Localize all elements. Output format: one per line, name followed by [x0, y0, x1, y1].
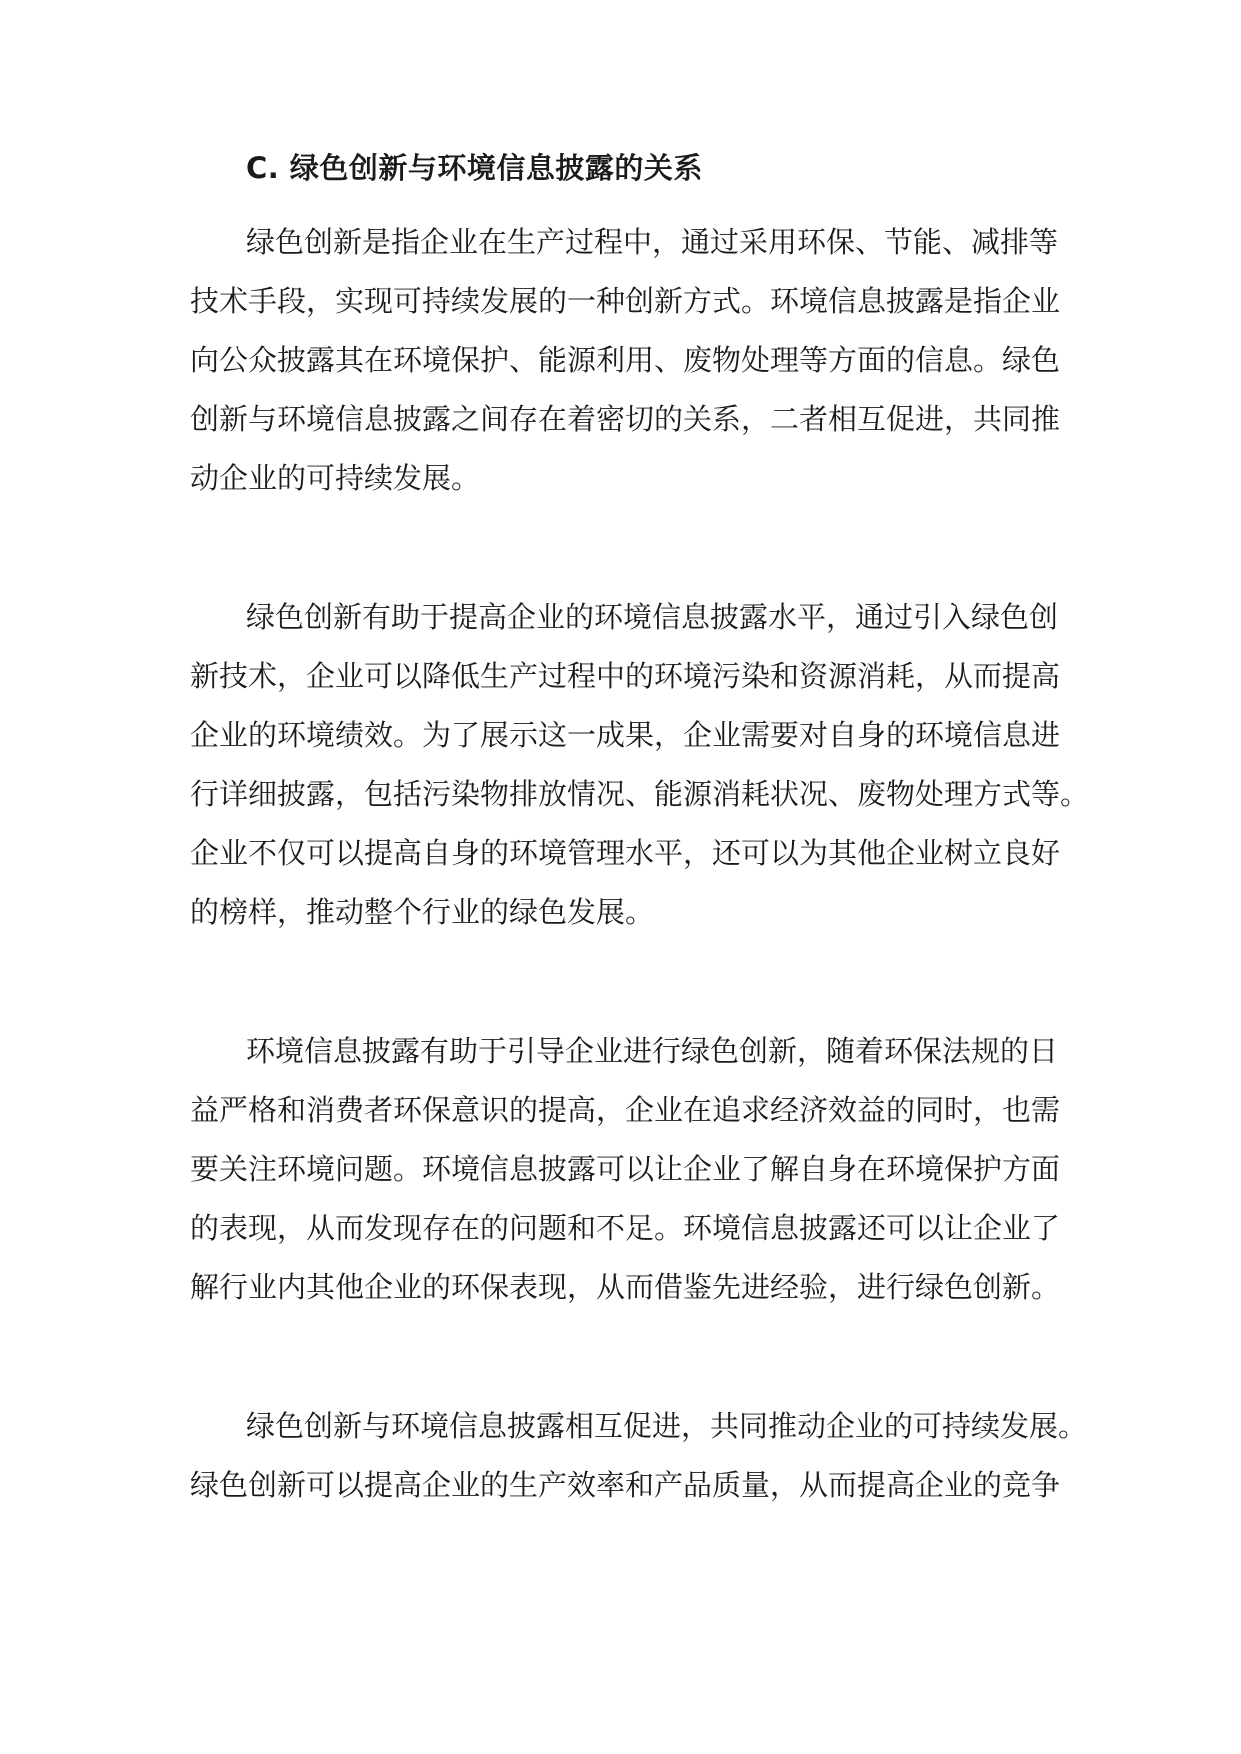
- paragraph-2-line-3: 企业的环境绩效。为了展示这一成果，企业需要对自身的环境信息进: [190, 718, 1061, 752]
- paragraph-1-line-3: 向公众披露其在环境保护、能源利用、废物处理等方面的信息。绿色: [190, 343, 1061, 377]
- paragraph-1-line-4: 创新与环境信息披露之间存在着密切的关系，二者相互促进，共同推: [190, 402, 1061, 436]
- paragraph-2-line-6: 的榜样，推动整个行业的绿色发展。: [190, 895, 655, 929]
- paragraph-4-line-1: 绿色创新与环境信息披露相互促进，共同推动企业的可持续发展。: [246, 1409, 1088, 1443]
- paragraph-2-line-5: 企业不仅可以提高自身的环境管理水平，还可以为其他企业树立良好: [190, 836, 1061, 870]
- paragraph-3-line-2: 益严格和消费者环保意识的提高，企业在追求经济效益的同时，也需: [190, 1093, 1061, 1127]
- paragraph-2-line-4: 行详细披露，包括污染物排放情况、能源消耗状况、废物处理方式等。: [190, 777, 1090, 811]
- paragraph-1-line-5: 动企业的可持续发展。: [190, 461, 481, 495]
- paragraph-2-line-1: 绿色创新有助于提高企业的环境信息披露水平，通过引入绿色创: [246, 600, 1059, 634]
- paragraph-4-line-2: 绿色创新可以提高企业的生产效率和产品质量，从而提高企业的竞争: [190, 1468, 1061, 1502]
- paragraph-3-line-5: 解行业内其他企业的环保表现，从而借鉴先进经验，进行绿色创新。: [190, 1270, 1061, 1304]
- paragraph-3-line-4: 的表现，从而发现存在的问题和不足。环境信息披露还可以让企业了: [190, 1211, 1061, 1245]
- section-heading: C. 绿色创新与环境信息披露的关系: [246, 151, 703, 185]
- paragraph-1-line-2: 技术手段，实现可持续发展的一种创新方式。环境信息披露是指企业: [190, 284, 1061, 318]
- paragraph-3-line-1: 环境信息披露有助于引导企业进行绿色创新，随着环保法规的日: [246, 1034, 1059, 1068]
- paragraph-3-line-3: 要关注环境问题。环境信息披露可以让企业了解自身在环境保护方面: [190, 1152, 1061, 1186]
- paragraph-1-line-1: 绿色创新是指企业在生产过程中，通过采用环保、节能、减排等: [246, 225, 1059, 259]
- paragraph-2-line-2: 新技术，企业可以降低生产过程中的环境污染和资源消耗，从而提高: [190, 659, 1061, 693]
